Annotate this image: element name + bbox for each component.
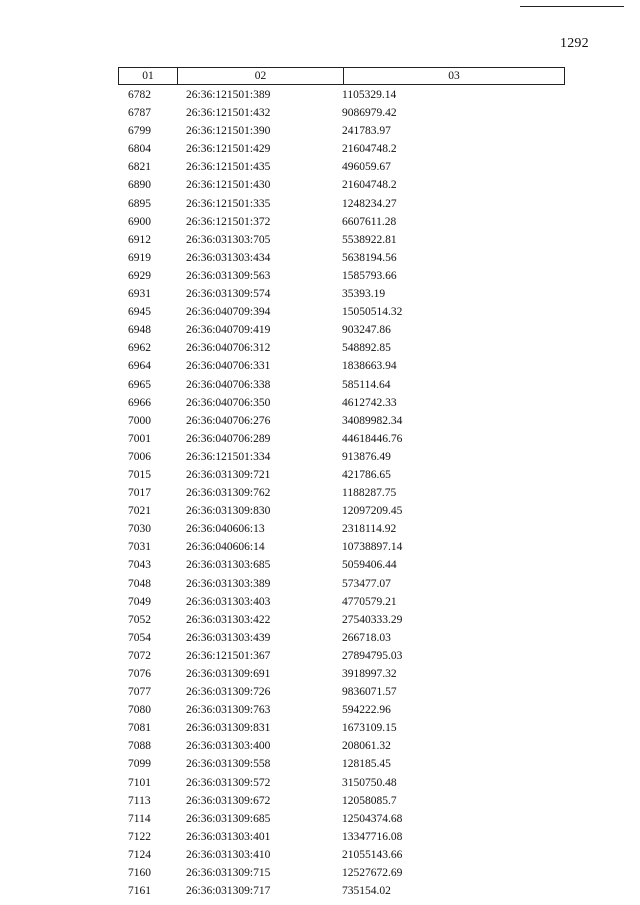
table-row bbox=[118, 810, 565, 828]
cadastral-number-cell: 26:36:040706:289 bbox=[186, 432, 271, 445]
cadastral-number-cell: 26:36:040706:350 bbox=[186, 396, 271, 409]
cadastral-number-cell: 26:36:031303:685 bbox=[186, 559, 271, 572]
cadastral-number-cell: 26:36:121501:367 bbox=[186, 649, 271, 662]
row-number-cell: 6919 bbox=[128, 251, 151, 264]
value-cell: 6607611.28 bbox=[342, 215, 397, 228]
cadastral-number-cell: 26:36:121501:389 bbox=[186, 89, 271, 101]
cadastral-number-cell: 26:36:121501:390 bbox=[186, 125, 271, 138]
table-row bbox=[118, 556, 565, 574]
table-row bbox=[118, 249, 565, 267]
value-cell: 5638194.56 bbox=[342, 251, 397, 264]
row-number-cell: 7006 bbox=[128, 450, 151, 463]
cadastral-number-cell: 26:36:031303:400 bbox=[186, 740, 271, 753]
value-cell: 12097209.45 bbox=[342, 505, 403, 518]
value-cell: 4770579.21 bbox=[342, 595, 397, 608]
row-number-cell: 6929 bbox=[128, 269, 151, 282]
table-row bbox=[118, 737, 565, 755]
value-cell: 44618446.76 bbox=[342, 432, 403, 445]
value-cell: 9836071.57 bbox=[342, 686, 397, 699]
value-cell: 3918997.32 bbox=[342, 668, 397, 680]
value-cell: 1838663.94 bbox=[342, 360, 397, 373]
table-row bbox=[118, 538, 565, 556]
cadastral-number-cell: 26:36:031309:672 bbox=[186, 794, 271, 807]
value-cell: 1585793.66 bbox=[342, 269, 397, 282]
row-number-cell: 6787 bbox=[128, 107, 151, 120]
row-number-cell: 7048 bbox=[128, 577, 151, 590]
value-cell: 12527672.69 bbox=[342, 867, 403, 880]
row-number-cell: 6931 bbox=[128, 288, 151, 301]
value-cell: 1188287.75 bbox=[342, 487, 397, 500]
row-number-cell: 7099 bbox=[128, 758, 151, 771]
cadastral-number-cell: 26:36:031303:389 bbox=[186, 577, 271, 590]
row-number-cell: 7076 bbox=[128, 668, 151, 680]
value-cell: 548892.85 bbox=[342, 342, 391, 355]
table-row bbox=[118, 575, 565, 593]
value-cell: 496059.67 bbox=[342, 161, 391, 174]
row-number-cell: 7114 bbox=[128, 812, 151, 825]
value-cell: 13347716.08 bbox=[342, 830, 403, 843]
table-row bbox=[118, 828, 565, 846]
cadastral-number-cell: 26:36:031303:403 bbox=[186, 595, 271, 608]
table-row bbox=[118, 321, 565, 339]
row-number-cell: 6895 bbox=[128, 197, 151, 210]
cadastral-number-cell: 26:36:031303:705 bbox=[186, 233, 271, 246]
row-number-cell: 7015 bbox=[128, 468, 151, 481]
value-cell: 12504374.68 bbox=[342, 812, 403, 825]
table-row bbox=[118, 792, 565, 810]
cadastral-number-cell: 26:36:031309:763 bbox=[186, 704, 271, 717]
cadastral-number-cell: 26:36:040706:276 bbox=[186, 414, 271, 427]
value-cell: 15050514.32 bbox=[342, 306, 403, 319]
table-row bbox=[118, 665, 565, 683]
table-row bbox=[118, 176, 565, 194]
cadastral-number-cell: 26:36:031303:410 bbox=[186, 848, 271, 861]
table-row bbox=[118, 466, 565, 484]
value-cell: 903247.86 bbox=[342, 324, 391, 337]
cadastral-number-cell: 26:36:031309:831 bbox=[186, 722, 271, 735]
row-number-cell: 7052 bbox=[128, 613, 151, 626]
row-number-cell: 7122 bbox=[128, 830, 151, 843]
cadastral-number-cell: 26:36:040706:338 bbox=[186, 378, 271, 391]
cadastral-number-cell: 26:36:031309:762 bbox=[186, 487, 271, 500]
cadastral-number-cell: 26:36:040706:331 bbox=[186, 360, 271, 373]
cadastral-number-cell: 26:36:031309:558 bbox=[186, 758, 271, 771]
table-row bbox=[118, 303, 565, 321]
value-cell: 266718.03 bbox=[342, 631, 391, 644]
row-number-cell: 7081 bbox=[128, 722, 151, 735]
value-cell: 27894795.03 bbox=[342, 649, 403, 662]
table-row bbox=[118, 213, 565, 231]
row-number-cell: 6912 bbox=[128, 233, 151, 246]
cadastral-number-cell: 26:36:031309:574 bbox=[186, 288, 271, 301]
table-row bbox=[118, 158, 565, 176]
value-cell: 913876.49 bbox=[342, 450, 391, 463]
value-cell: 585114.64 bbox=[342, 378, 391, 391]
table-row bbox=[118, 412, 565, 430]
table-row bbox=[118, 502, 565, 520]
row-number-cell: 7030 bbox=[128, 523, 151, 536]
cadastral-number-cell: 26:36:121501:435 bbox=[186, 161, 271, 174]
cadastral-number-cell: 26:36:031303:434 bbox=[186, 251, 271, 264]
value-cell: 594222.96 bbox=[342, 704, 391, 717]
value-cell: 4612742.33 bbox=[342, 396, 397, 409]
row-number-cell: 6966 bbox=[128, 396, 151, 409]
cadastral-number-cell: 26:36:040606:13 bbox=[186, 523, 265, 536]
table-row bbox=[118, 195, 565, 213]
value-cell: 34089982.34 bbox=[342, 414, 403, 427]
row-number-cell: 7049 bbox=[128, 595, 151, 608]
cadastral-number-cell: 26:36:031309:572 bbox=[186, 776, 271, 789]
table-body bbox=[118, 86, 565, 900]
cadastral-number-cell: 26:36:031303:422 bbox=[186, 613, 271, 626]
table-row bbox=[118, 231, 565, 249]
table-row bbox=[118, 394, 565, 412]
table-row bbox=[118, 593, 565, 611]
column-header-01: 01 bbox=[119, 68, 178, 84]
row-number-cell: 6945 bbox=[128, 306, 151, 319]
cadastral-number-cell: 26:36:121501:334 bbox=[186, 450, 271, 463]
row-number-cell: 7054 bbox=[128, 631, 151, 644]
value-cell: 10738897.14 bbox=[342, 541, 403, 554]
cadastral-number-cell: 26:36:031309:726 bbox=[186, 686, 271, 699]
value-cell: 5538922.81 bbox=[342, 233, 397, 246]
page-number: 1292 bbox=[560, 36, 589, 51]
cadastral-number-cell: 26:36:031309:830 bbox=[186, 505, 271, 518]
cadastral-number-cell: 26:36:031309:691 bbox=[186, 668, 271, 680]
table-row bbox=[118, 647, 565, 665]
cadastral-number-cell: 26:36:031309:563 bbox=[186, 269, 271, 282]
value-cell: 21055143.66 bbox=[342, 848, 403, 861]
cadastral-number-cell: 26:36:040606:14 bbox=[186, 541, 265, 554]
cadastral-number-cell: 26:36:031309:721 bbox=[186, 468, 271, 481]
table-row bbox=[118, 339, 565, 357]
row-number-cell: 7077 bbox=[128, 686, 151, 699]
row-number-cell: 6782 bbox=[128, 89, 151, 101]
table-row bbox=[118, 484, 565, 502]
value-cell: 1248234.27 bbox=[342, 197, 397, 210]
row-number-cell: 7101 bbox=[128, 776, 151, 789]
row-number-cell: 6804 bbox=[128, 143, 151, 156]
row-number-cell: 6964 bbox=[128, 360, 151, 373]
table-row bbox=[118, 448, 565, 466]
table-row bbox=[118, 755, 565, 773]
table-row bbox=[118, 774, 565, 792]
row-number-cell: 7080 bbox=[128, 704, 151, 717]
row-number-cell: 7124 bbox=[128, 848, 151, 861]
row-number-cell: 6962 bbox=[128, 342, 151, 355]
row-number-cell: 7031 bbox=[128, 541, 151, 554]
cadastral-number-cell: 26:36:031303:401 bbox=[186, 830, 271, 843]
row-number-cell: 7043 bbox=[128, 559, 151, 572]
table-row bbox=[118, 683, 565, 701]
cadastral-number-cell: 26:36:121501:372 bbox=[186, 215, 271, 228]
value-cell: 12058085.7 bbox=[342, 794, 397, 807]
row-number-cell: 7072 bbox=[128, 649, 151, 662]
value-cell: 1673109.15 bbox=[342, 722, 397, 735]
table-row bbox=[118, 285, 565, 303]
table-row bbox=[118, 104, 565, 122]
table-row bbox=[118, 882, 565, 900]
value-cell: 128185.45 bbox=[342, 758, 391, 771]
value-cell: 5059406.44 bbox=[342, 559, 397, 572]
table-row bbox=[118, 430, 565, 448]
cadastral-number-cell: 26:36:040706:312 bbox=[186, 342, 271, 355]
cadastral-number-cell: 26:36:121501:432 bbox=[186, 107, 271, 120]
cadastral-number-cell: 26:36:121501:335 bbox=[186, 197, 271, 210]
row-number-cell: 7000 bbox=[128, 414, 151, 427]
value-cell: 9086979.42 bbox=[342, 107, 397, 120]
table-row bbox=[118, 357, 565, 375]
row-number-cell: 7021 bbox=[128, 505, 151, 518]
table-row bbox=[118, 267, 565, 285]
row-number-cell: 7160 bbox=[128, 867, 151, 880]
cadastral-number-cell: 26:36:031309:715 bbox=[186, 867, 271, 880]
table-header bbox=[118, 67, 565, 85]
cadastral-number-cell: 26:36:031303:439 bbox=[186, 631, 271, 644]
cadastral-number-cell: 26:36:121501:429 bbox=[186, 143, 271, 156]
data-table bbox=[118, 67, 565, 900]
table-row bbox=[118, 629, 565, 647]
row-number-cell: 6890 bbox=[128, 179, 151, 192]
column-header-02: 02 bbox=[178, 68, 344, 84]
row-number-cell: 7088 bbox=[128, 740, 151, 753]
table-row bbox=[118, 719, 565, 737]
value-cell: 35393.19 bbox=[342, 288, 386, 301]
value-cell: 21604748.2 bbox=[342, 143, 397, 156]
table-row bbox=[118, 520, 565, 538]
value-cell: 421786.65 bbox=[342, 468, 391, 481]
value-cell: 573477.07 bbox=[342, 577, 391, 590]
row-number-cell: 6799 bbox=[128, 125, 151, 138]
value-cell: 735154.02 bbox=[342, 885, 391, 898]
row-number-cell: 6948 bbox=[128, 324, 151, 337]
row-number-cell: 7017 bbox=[128, 487, 151, 500]
value-cell: 208061.32 bbox=[342, 740, 391, 753]
cadastral-number-cell: 26:36:121501:430 bbox=[186, 179, 271, 192]
column-header-03: 03 bbox=[448, 70, 460, 82]
row-number-cell: 7001 bbox=[128, 432, 151, 445]
value-cell: 27540333.29 bbox=[342, 613, 403, 626]
row-number-cell: 6821 bbox=[128, 161, 151, 174]
table-row bbox=[118, 140, 565, 158]
table-row bbox=[118, 611, 565, 629]
table-row bbox=[118, 846, 565, 864]
table-row bbox=[118, 86, 565, 104]
value-cell: 2318114.92 bbox=[342, 523, 397, 536]
value-cell: 21604748.2 bbox=[342, 179, 397, 192]
row-number-cell: 6965 bbox=[128, 378, 151, 391]
row-number-cell: 6900 bbox=[128, 215, 151, 228]
table-row bbox=[118, 376, 565, 394]
cadastral-number-cell: 26:36:031309:685 bbox=[186, 812, 271, 825]
table-row bbox=[118, 864, 565, 882]
value-cell: 3150750.48 bbox=[342, 776, 397, 789]
row-number-cell: 7113 bbox=[128, 794, 151, 807]
value-cell: 241783.97 bbox=[342, 125, 391, 138]
top-rule bbox=[520, 6, 624, 7]
cadastral-number-cell: 26:36:040709:394 bbox=[186, 306, 271, 319]
value-cell: 1105329.14 bbox=[342, 89, 397, 101]
cadastral-number-cell: 26:36:040709:419 bbox=[186, 324, 271, 337]
table-row bbox=[118, 701, 565, 719]
cadastral-number-cell: 26:36:031309:717 bbox=[186, 885, 271, 898]
row-number-cell: 7161 bbox=[128, 885, 151, 898]
table-row bbox=[118, 122, 565, 140]
